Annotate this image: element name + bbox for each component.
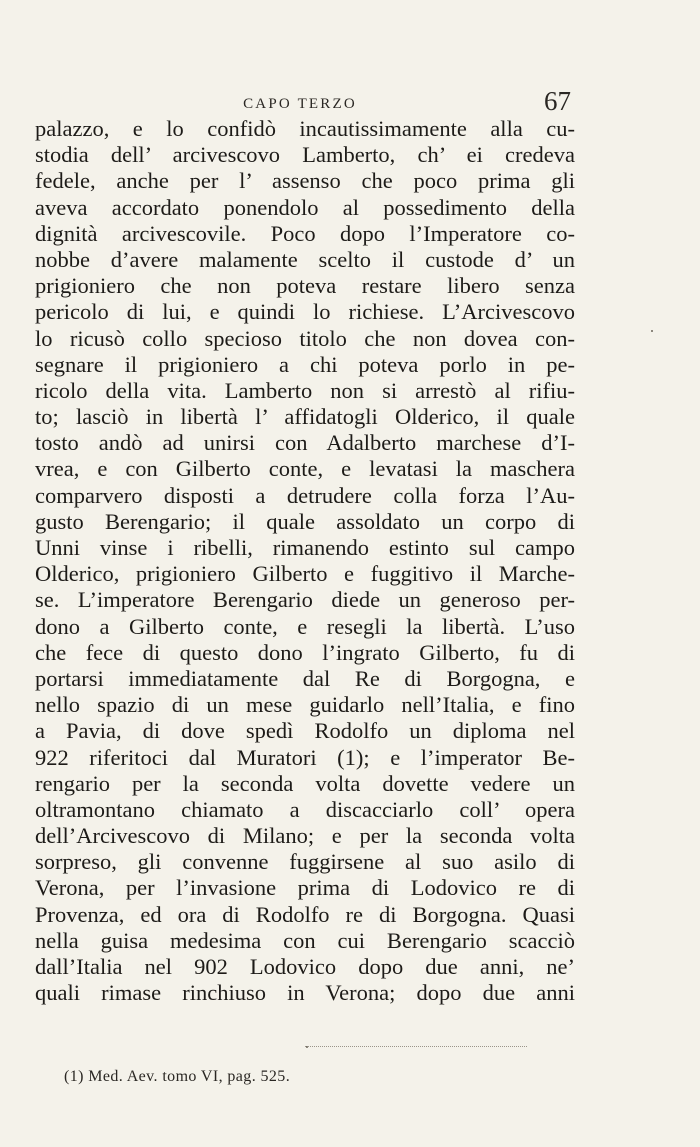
text-line: a Pavia, di dove spedì Rodolfo un diploma nel	[35, 718, 575, 744]
text-line: rengario per la seconda volta dovette vedere un	[35, 770, 575, 796]
text-line: ricolo della vita. Lamberto non si arrestò al rifiu-	[35, 377, 575, 403]
text-line: che fece di questo dono l’ingrato Gilberto, fu di	[35, 639, 575, 665]
text-line: dono a Gilberto conte, e resegli la libertà. L’uso	[35, 613, 575, 639]
footnote: (1) Med. Aev. tomo VI, pag. 525.	[64, 1068, 291, 1085]
text-line: sorpreso, gli convenne fuggirsene al suo asilo di	[35, 849, 575, 875]
paper-speck	[651, 330, 653, 332]
text-line: Olderico, prigioniero Gilberto e fuggitivo il Marche-	[35, 561, 575, 587]
text-line: quali rimase rinchiuso in Verona; dopo due anni	[35, 980, 575, 1006]
text-line: dignità arcivescovile. Poco dopo l’Imperatore co-	[35, 220, 575, 246]
running-head: CAPO TERZO	[243, 96, 357, 112]
text-line: gusto Berengario; il quale assoldato un corpo di	[35, 508, 575, 534]
text-line: palazzo, e lo confidò incautissimamente alla cu-	[35, 116, 575, 141]
text-line: oltramontano chiamato a discacciarlo coll’ opera	[35, 796, 575, 822]
text-line: Verona, per l’invasione prima di Lodovico re di	[35, 875, 575, 901]
footnote-separator	[305, 1046, 527, 1047]
body-text	[35, 116, 575, 1006]
text-line: comparvero disposti a detrudere colla forza l’Au-	[35, 482, 575, 508]
text-line: nobbe d’avere malamente scelto il custode d’ un	[35, 246, 575, 272]
text-line: nella guisa medesima con cui Berengario scacciò	[35, 927, 575, 953]
text-line: aveva accordato ponendolo al possedimento della	[35, 194, 575, 220]
text-line: Provenza, ed ora di Rodolfo re di Borgogna. Quasi	[35, 901, 575, 927]
text-line: dell’Arcivescovo di Milano; e per la seconda volta	[35, 823, 575, 849]
text-line: prigioniero che non poteva restare libero senza	[35, 273, 575, 299]
text-line: pericolo di lui, e quindi lo richiese. L’Arcivescovo	[35, 299, 575, 325]
text-line: Unni vinse i ribelli, rimanendo estinto sul campo	[35, 535, 575, 560]
text-line: lo ricusò collo specioso titolo che non dovea con-	[35, 325, 575, 351]
text-line: 922 riferitoci dal Muratori (1); e l’imperator Be-	[35, 744, 575, 770]
text-line: se. L’imperatore Berengario diede un generoso per-	[35, 587, 575, 613]
page-number: 67	[544, 86, 571, 116]
text-line: dall’Italia nel 902 Lodovico dopo due anni, ne’	[35, 954, 575, 979]
text-line: segnare il prigioniero a chi poteva porlo in pe-	[35, 351, 575, 377]
paper-speck	[306, 1046, 308, 1048]
text-line: vrea, e con Gilberto conte, e levatasi la maschera	[35, 456, 575, 482]
text-line: fedele, anche per l’ assenso che poco prima gli	[35, 168, 575, 194]
text-line: tosto andò ad unirsi con Adalberto marchese d’I-	[35, 430, 575, 456]
text-line: stodia dell’ arcivescovo Lamberto, ch’ ei credeva	[35, 142, 575, 168]
text-line: nello spazio di un mese guidarlo nell’Italia, e fino	[35, 692, 575, 718]
text-line: portarsi immediatamente dal Re di Borgogna, e	[35, 665, 575, 691]
text-line: to; lasciò in libertà l’ affidatogli Olderico, il quale	[35, 404, 575, 430]
